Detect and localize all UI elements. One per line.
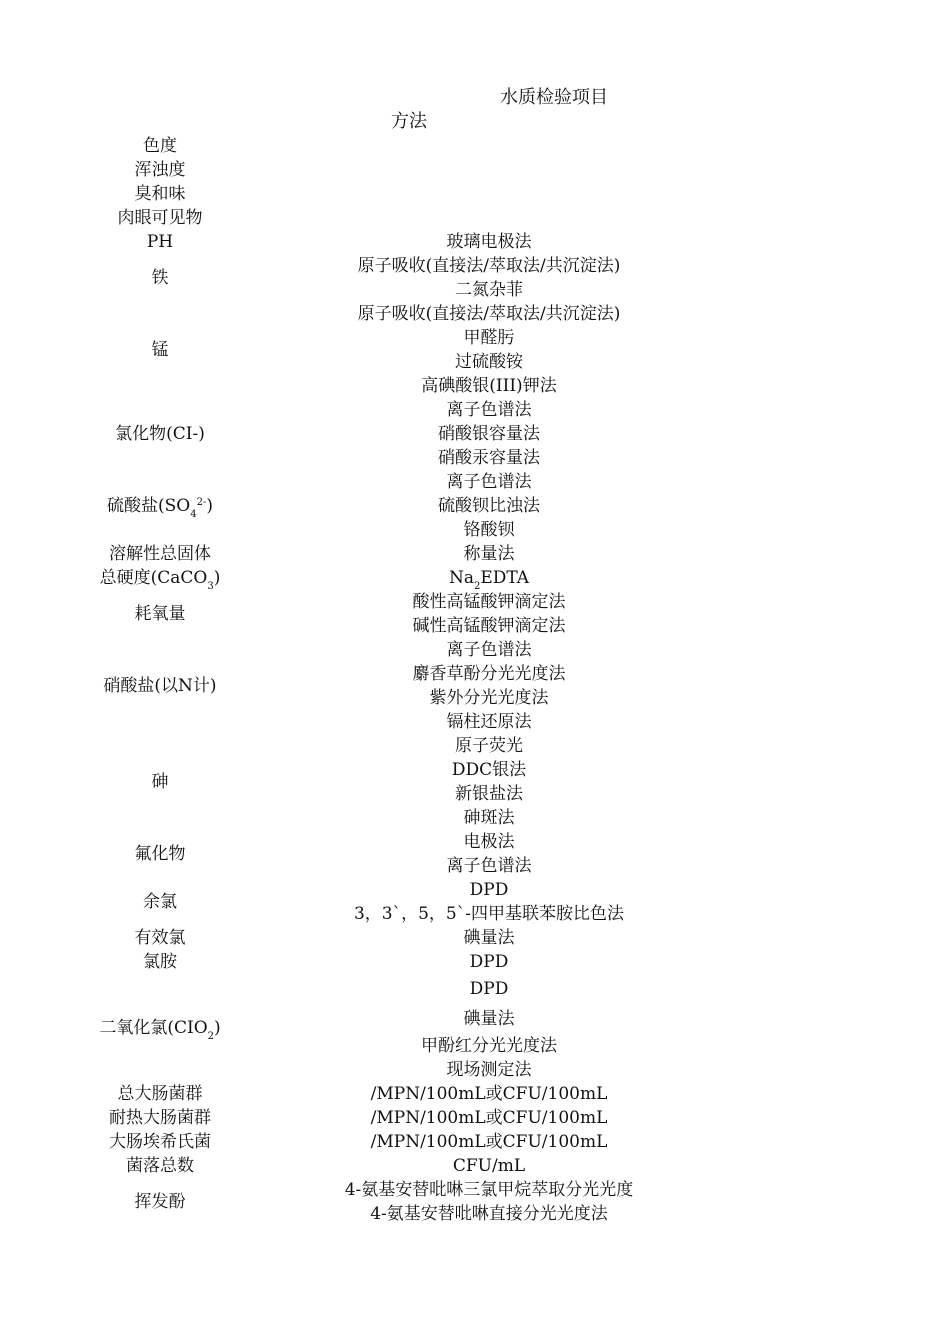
method-cell: [240, 566, 738, 590]
subscript: 2: [207, 1031, 215, 1042]
method-cell: 铬酸钡: [463, 520, 515, 540]
table-row: [80, 590, 738, 614]
table-row: [80, 1178, 738, 1202]
item-cell: 浑浊度: [134, 160, 186, 180]
page-title: 水质检验项目: [500, 87, 608, 108]
item-cell: 铁: [151, 268, 169, 288]
item-cell: 挥发酚: [134, 1192, 186, 1212]
method-cell: 原子吸收(直接法/萃取法/共沉淀法): [357, 304, 621, 324]
table-row: [80, 566, 738, 590]
item-cell: 色度: [143, 136, 177, 156]
item-cell: [80, 974, 240, 1082]
method-cell: 二氮杂菲: [455, 280, 523, 300]
table-row: [80, 470, 738, 494]
method-cell: 离子色谱法: [446, 472, 532, 492]
item-cell: PH: [146, 232, 174, 252]
item-cell: 总大肠菌群: [117, 1084, 203, 1104]
item-cell: 菌落总数: [126, 1156, 194, 1176]
method-cell: 镉柱还原法: [446, 712, 532, 732]
item-cell: 硝酸盐(以N计): [103, 676, 217, 696]
table-row: [80, 974, 738, 1004]
item-text: 二氧化氯(CIO: [99, 1018, 208, 1038]
method-cell: 原子荧光: [455, 736, 523, 756]
item-cell: 余氯: [143, 892, 177, 912]
method-cell: 硝酸银容量法: [438, 424, 540, 444]
method-cell: [240, 134, 738, 158]
table-row: [80, 1154, 738, 1178]
method-cell: 称量法: [463, 544, 515, 564]
method-cell: CFU/mL: [452, 1156, 526, 1176]
water-quality-table: [80, 134, 738, 1226]
item-cell: 耐热大肠菌群: [109, 1108, 211, 1128]
method-cell: 酸性高锰酸钾滴定法: [412, 592, 566, 612]
subscript: 3: [207, 581, 214, 592]
item-text: 硫酸盐(SO: [107, 496, 191, 516]
method-cell: 硫酸钡比浊法: [438, 496, 540, 516]
table-row: [80, 1082, 738, 1106]
method-cell: 3，3`，5，5`-四甲基联苯胺比色法: [353, 904, 624, 924]
item-cell: 氯胺: [143, 952, 177, 972]
table-row: [80, 830, 738, 854]
method-cell: 硝酸汞容量法: [438, 448, 540, 468]
method-cell: 4-氨基安替吡啉三氯甲烷萃取分光光度: [344, 1180, 634, 1200]
item-cell: 氯化物(CI-): [115, 424, 205, 444]
item-text: 总硬度(CaCO: [99, 568, 208, 588]
item-cell: 砷: [151, 772, 169, 792]
method-cell: 甲醛肟: [463, 328, 515, 348]
item-cell: 肉眼可见物: [117, 208, 203, 228]
table-row: [80, 638, 738, 662]
item-text-close: ): [206, 496, 213, 516]
method-text: Na: [448, 568, 474, 588]
method-cell: 过硫酸铵: [455, 352, 523, 372]
table-row: [80, 158, 738, 182]
method-cell: 新银盐法: [455, 784, 523, 804]
method-cell: [240, 206, 738, 230]
table-row: [80, 134, 738, 158]
method-cell: DPD: [469, 979, 509, 999]
item-cell: 臭和味: [134, 184, 186, 204]
item-cell: [80, 470, 240, 542]
item-cell: 大肠埃希氏菌: [109, 1132, 211, 1152]
method-cell: 电极法: [463, 832, 515, 852]
method-cell: 碱性高锰酸钾滴定法: [412, 616, 566, 636]
superscript: 2-: [196, 497, 207, 508]
table-row: [80, 1106, 738, 1130]
table-row: [80, 398, 738, 422]
method-cell: /MPN/100mL或CFU/100mL: [370, 1108, 608, 1128]
method-cell: 砷斑法: [463, 808, 515, 828]
method-cell: 碘量法: [463, 1009, 515, 1029]
method-cell: 紫外分光光度法: [429, 688, 549, 708]
method-cell: 离子色谱法: [446, 400, 532, 420]
table-row: [80, 878, 738, 902]
item-text-close: ): [214, 1018, 221, 1038]
table-row: [80, 230, 738, 254]
method-cell: 高碘酸银(III)钾法: [421, 376, 557, 396]
method-cell: /MPN/100mL或CFU/100mL: [370, 1132, 608, 1152]
method-cell: 碘量法: [463, 928, 515, 948]
method-cell: DDC银法: [451, 760, 527, 780]
table-row: [80, 254, 738, 278]
item-cell: 溶解性总固体: [109, 544, 211, 564]
table-row: [80, 926, 738, 950]
table-row: [80, 734, 738, 758]
method-cell: 现场测定法: [446, 1060, 532, 1080]
item-cell: 锰: [151, 340, 169, 360]
subscript: 4: [190, 509, 197, 520]
table-row: [80, 950, 738, 974]
subscript: 2: [473, 581, 481, 592]
table-row: [80, 182, 738, 206]
item-text-close: ): [213, 568, 221, 588]
method-cell: 甲酚红分光光度法: [421, 1036, 557, 1056]
method-column-header: 方法: [391, 111, 427, 132]
method-text-rest: EDTA: [480, 568, 530, 588]
item-cell: 有效氯: [134, 928, 186, 948]
method-cell: [240, 182, 738, 206]
method-cell: 离子色谱法: [446, 856, 532, 876]
item-cell: 氟化物: [134, 844, 186, 864]
method-cell: 4-氨基安替吡啉直接分光光度法: [370, 1204, 608, 1224]
item-cell: [80, 566, 240, 590]
table-row: [80, 206, 738, 230]
method-cell: 原子吸收(直接法/萃取法/共沉淀法): [357, 256, 621, 276]
table-row: [80, 1130, 738, 1154]
table-row: [80, 542, 738, 566]
method-cell: 玻璃电极法: [446, 232, 532, 252]
method-cell: [240, 158, 738, 182]
item-cell: 耗氧量: [134, 604, 186, 624]
method-cell: DPD: [469, 880, 509, 900]
method-cell: 麝香草酚分光光度法: [412, 664, 566, 684]
table-row: [80, 302, 738, 326]
method-cell: DPD: [469, 952, 509, 972]
method-cell: 离子色谱法: [446, 640, 532, 660]
method-cell: /MPN/100mL或CFU/100mL: [370, 1084, 608, 1104]
